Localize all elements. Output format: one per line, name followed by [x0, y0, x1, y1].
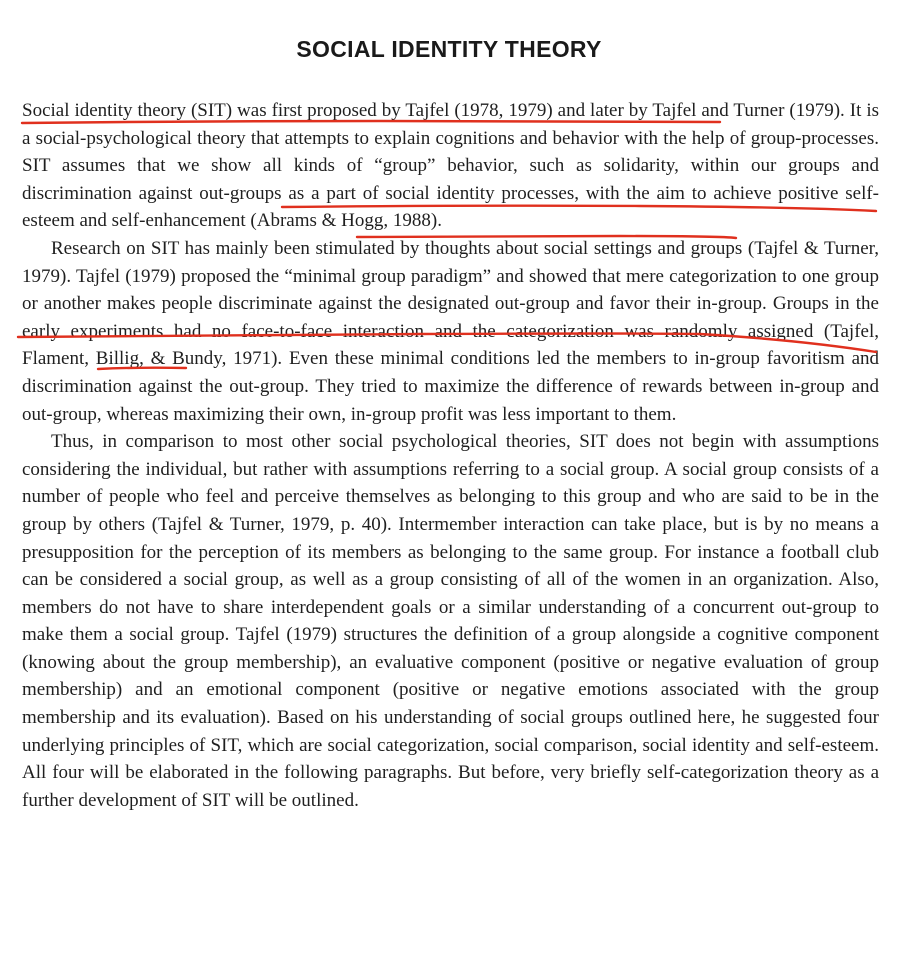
paragraph-2: Research on SIT has mainly been stimulated by thoughts about social settings and groups (Tajfel & Turner, 1979). Tajfel (1979) proposed the “minimal group paradigm” and showed that mere categorization to one group or another makes people discriminate against the designated out-group and favor their in-group. Groups in the early experiments had no face-to-face interaction and the categorization was randomly assigned (Tajfel, Flament, Billig, & Bundy, 1971). Even these minimal conditions led the members to in-group favoritism and discrimination against the out-group. They tried to maximize the difference of rewards between in-group and out-group, whereas maximizing their own, in-group profit was less important to them.	[22, 237, 879, 425]
paragraph-1: Social identity theory (SIT) was first proposed by Tajfel (1978, 1979) and later by Tajfel and Turner (1979). It is a social-psychological theory that attempts to explain cognitions and behavior with the help of group-processes. SIT assumes that we show all kinds of “group” behavior, such as solidarity, within our groups and discrimination against out-groups as a part of social identity processes, with the aim to achieve positive self-esteem and self-enhancement (Abrams & Hogg, 1988).	[22, 100, 879, 232]
page-title: SOCIAL IDENTITY THEORY	[296, 36, 602, 62]
paragraph-3: Thus, in comparison to most other social psychological theories, SIT does not begin with assumptions considering the individual, but rather with assumptions referring to a social group. A social group consists of a number of people who feel and perceive themselves as belonging to this group and who are said to be in the group by others (Tajfel & Turner, 1979, p. 40). Intermember interaction can take place, but is by no means a presupposition for the perception of its members as belonging to the same group. For instance a football club can be considered a social group, as well as a group consisting of all of the women in an organization. Also, members do not have to share interdependent goals or a similar understanding of a concurrent out-group to make them a social group. Tajfel (1979) structures the definition of a group alongside a cognitive component (knowing about the group membership), an evaluative component (positive or negative evaluation of group membership) and an emotional component (positive or negative emotions associated with the group membership and its evaluation). Based on his understanding of social groups outlined here, he suggested four underlying principles of SIT, which are social categorization, social comparison, social identity and self-esteem. All four will be elaborated in the following paragraphs. But before, very briefly self-categorization theory as a further development of SIT will be outlined.	[22, 431, 879, 811]
body-text	[22, 97, 879, 814]
